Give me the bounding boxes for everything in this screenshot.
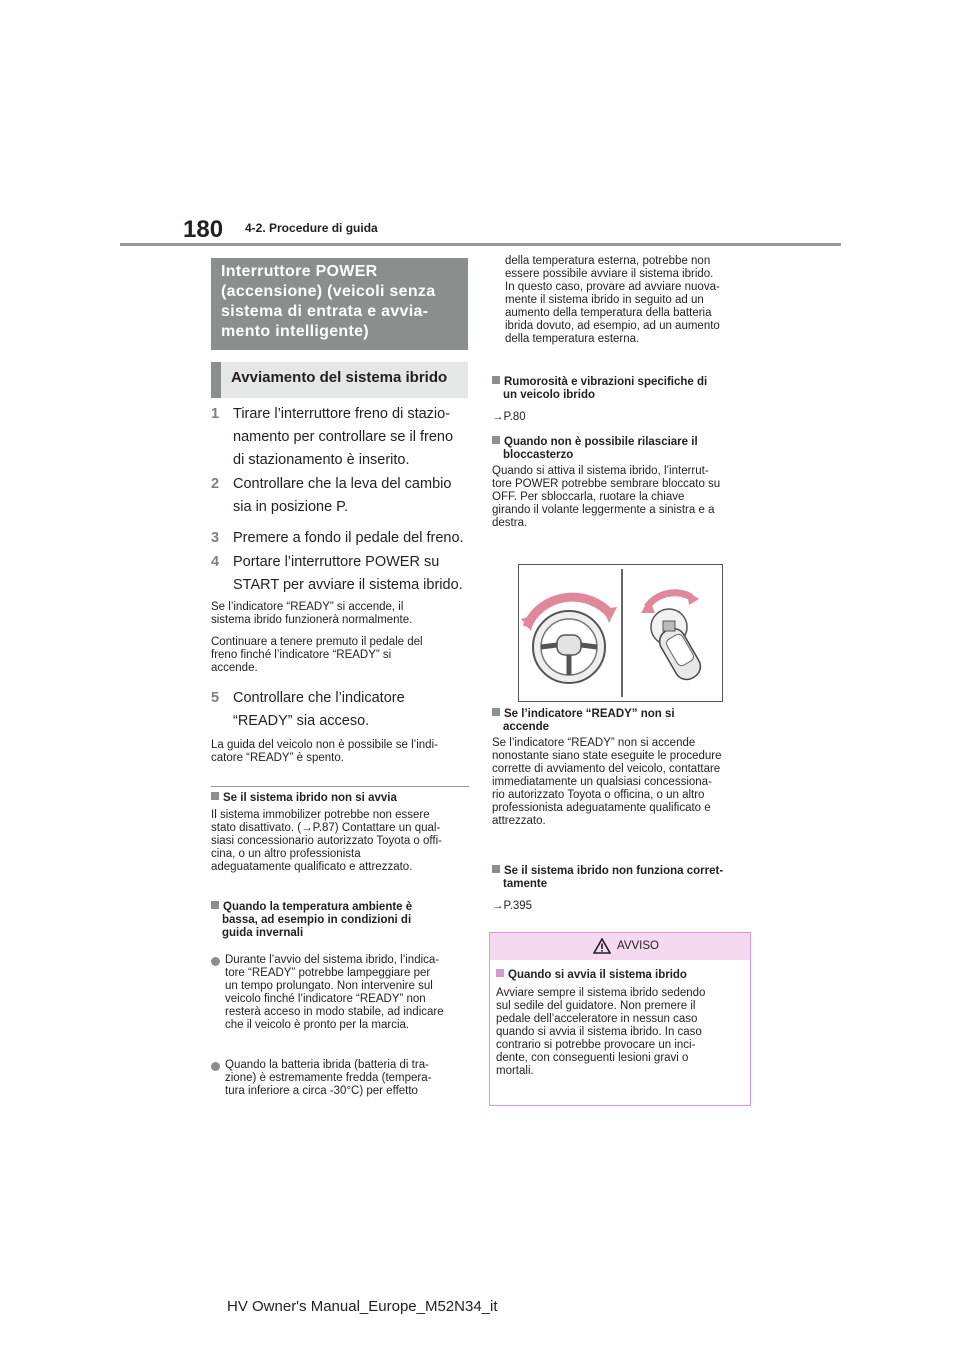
- step-line: namento per controllare se il freno: [233, 429, 454, 445]
- item-text-line: girando il volante leggermente a sinistra e a: [492, 504, 715, 516]
- chapter-title: 4-2. Procedure di guida: [245, 221, 378, 235]
- note-line: La guida del veicolo non è possibile se l’indi-: [211, 739, 438, 751]
- item-text-line: siasi concessionario autorizzato Toyota o offi-: [211, 835, 442, 847]
- step-line: Premere a fondo il pedale del freno.: [233, 530, 464, 546]
- item-text-line: adeguatamente qualificato e attrezzato.: [211, 861, 413, 873]
- item-noise: [492, 376, 754, 424]
- step-line: Tirare l’interruttore freno di stazio-: [233, 406, 451, 422]
- item-malfunction: [492, 865, 754, 913]
- step-line: di stazionamento è inserito.: [233, 452, 410, 468]
- bullet-line: Quando la batteria ibrida (batteria di tra-: [225, 1059, 429, 1071]
- text-line: In questo caso, provare ad avviare nuova-: [505, 281, 720, 293]
- warning-box: [489, 932, 751, 1106]
- item-text-line: corrette di avviamento del veicolo, contattare: [492, 763, 721, 775]
- step-1: [211, 403, 471, 472]
- page-number: 180: [183, 216, 224, 243]
- step-number: 5: [211, 690, 220, 706]
- warning-text-line: dente, con conseguenti lesioni gravi o: [496, 1052, 689, 1064]
- note-line: Se l’indicatore “READY” si accende, il: [211, 601, 404, 613]
- item-heading: Se il sistema ibrido non funziona corret-: [492, 865, 754, 878]
- step-line: “READY” sia acceso.: [233, 713, 370, 729]
- item-heading-line: accende: [503, 721, 550, 733]
- step-2: [211, 473, 471, 519]
- text-line: della temperatura esterna, potrebbe non: [505, 255, 711, 267]
- item-text-line: nonostante siano state eseguite le procedure: [492, 750, 722, 762]
- steering-key-illustration: [518, 564, 723, 702]
- note-line: freno finché l’indicatore “READY” si: [211, 649, 392, 661]
- bullet-line: che il veicolo è pronto per la marcia.: [225, 1019, 410, 1031]
- illustration-svg: [519, 565, 722, 701]
- warning-label: AVVISO: [617, 940, 659, 952]
- step-5: [211, 687, 471, 733]
- item-no-start: [211, 792, 469, 874]
- warning-text-line: quando si avvia il sistema ibrido. In caso: [496, 1026, 702, 1038]
- page-reference: →P.395: [492, 900, 533, 912]
- step-3: [211, 527, 471, 550]
- step-number: 2: [211, 476, 220, 492]
- item-text-line: cina, o un altro professionista: [211, 848, 361, 860]
- item-heading: Quando non è possibile rilasciare il: [492, 436, 754, 449]
- warning-text-line: contrario si potrebbe provocare un inci-: [496, 1039, 696, 1051]
- section-title-line: (accensione) (veicoli senza: [221, 283, 436, 300]
- step-4: [211, 551, 471, 597]
- item-text-line: tore POWER potrebbe sembrare bloccato su: [492, 478, 721, 490]
- text-line: essere possibile avviare il sistema ibrido.: [505, 268, 714, 280]
- warning-content: [496, 969, 746, 1078]
- bullet-line: Durante l’avvio del sistema ibrido, l’indica-: [225, 954, 440, 966]
- item-heading-line: bloccasterzo: [503, 449, 574, 461]
- footer-manual-id: HV Owner's Manual_Europe_M52N34_it: [227, 1298, 498, 1315]
- step-line: Portare l’interruttore POWER su: [233, 554, 440, 570]
- bullet-item: [211, 1059, 458, 1098]
- divider: [211, 786, 469, 787]
- item-text-line: immediatamente un qualsiasi concessiona-: [492, 776, 712, 788]
- section-title-box: [211, 258, 468, 350]
- step-line: sia in posizione P.: [233, 499, 349, 515]
- section-title-line: sistema di entrata e avvia-: [221, 303, 429, 320]
- item-text-line: OFF. Per sbloccarla, ruotare la chiave: [492, 491, 685, 503]
- bullet-line: tura inferiore a circa -30°C) per effetto: [225, 1085, 418, 1097]
- item-heading-line: tamente: [503, 878, 548, 890]
- section-title-line: Interruttore POWER: [221, 263, 378, 280]
- step-number: 1: [211, 406, 220, 422]
- step-line: Controllare che l’indicatore: [233, 690, 405, 706]
- text-line: mente il sistema ibrido in seguito ad un: [505, 294, 704, 306]
- warning-heading: Quando si avvia il sistema ibrido: [496, 969, 746, 982]
- square-bullet-icon: [492, 436, 500, 444]
- warning-text-line: mortali.: [496, 1065, 534, 1077]
- item-text-line: Quando si attiva il sistema ibrido, l’interrut-: [492, 465, 709, 477]
- item-heading: Se l’indicatore “READY” non si: [492, 708, 754, 721]
- subsection-title: Avviamento del sistema ibrido: [211, 362, 468, 398]
- bullet-line: zione) è estremamente fredda (tempera-: [225, 1072, 432, 1084]
- item-low-temp: [211, 901, 469, 940]
- step-5-note: [211, 739, 469, 765]
- item-text-line: Il sistema immobilizer potrebbe non essere: [211, 809, 430, 821]
- item-text-line: professionista adeguatamente qualificato e: [492, 802, 711, 814]
- square-bullet-icon: [492, 708, 500, 716]
- note-line: accende.: [211, 662, 258, 674]
- step-line: START per avviare il sistema ibrido.: [233, 577, 463, 593]
- item-heading-line: guida invernali: [222, 927, 304, 939]
- continuation-text: [505, 255, 755, 346]
- item-heading: Quando la temperatura ambiente è: [211, 901, 469, 914]
- page-reference: →P.80: [492, 411, 526, 423]
- square-bullet-icon: [496, 969, 504, 977]
- note-line: sistema ibrido funzionerà normalmente.: [211, 614, 413, 626]
- step-number: 4: [211, 554, 220, 570]
- round-bullet-icon: [211, 957, 220, 966]
- item-heading-line: un veicolo ibrido: [503, 389, 596, 401]
- warning-text-line: pedale dell’acceleratore in nessun caso: [496, 1013, 698, 1025]
- square-bullet-icon: [492, 865, 500, 873]
- text-line: ibrida dovuto, ad esempio, ad un aumento: [505, 320, 720, 332]
- round-bullet-icon: [211, 1062, 220, 1071]
- step-4-note: [211, 601, 469, 627]
- header-rule: [120, 243, 841, 246]
- note-line: catore “READY” è spento.: [211, 752, 344, 764]
- item-text-line: attrezzato.: [492, 815, 546, 827]
- bullet-item: [211, 954, 458, 1032]
- bullet-line: veicolo finché l’indicatore “READY” non: [225, 993, 426, 1005]
- section-title-line: mento intelligente): [221, 323, 369, 340]
- bullet-line: resterà acceso in modo stabile, ad indicare: [225, 1006, 444, 1018]
- step-number: 3: [211, 530, 220, 546]
- item-heading: Se il sistema ibrido non si avvia: [211, 792, 469, 805]
- item-heading: Rumorosità e vibrazioni specifiche di: [492, 376, 754, 389]
- note-line: Continuare a tenere premuto il pedale del: [211, 636, 423, 648]
- item-text-line: stato disattivato. (→P.87) Contattare un qual-: [211, 822, 441, 834]
- step-line: Controllare che la leva del cambio: [233, 476, 452, 492]
- item-text-line: Se l’indicatore “READY” non si accende: [492, 737, 696, 749]
- item-heading-line: bassa, ad esempio in condizioni di: [222, 914, 412, 926]
- item-text-line: destra.: [492, 517, 528, 529]
- steering-wheel-icon: [521, 597, 617, 683]
- item-ready-off: [492, 708, 754, 828]
- bullet-line: tore “READY” potrebbe lampeggiare per: [225, 967, 431, 979]
- warning-triangle-icon: [593, 938, 611, 954]
- step-4-note: [211, 636, 469, 675]
- warning-text-line: sul sedile del guidatore. Non premere il: [496, 1000, 696, 1012]
- square-bullet-icon: [492, 376, 500, 384]
- text-line: aumento della temperatura della batteria: [505, 307, 712, 319]
- item-text-line: rio autorizzato Toyota o officina, o un altro: [492, 789, 705, 801]
- key-icon: [641, 591, 705, 684]
- warning-text-line: Avviare sempre il sistema ibrido sedendo: [496, 987, 706, 999]
- square-bullet-icon: [211, 792, 219, 800]
- text-line: della temperatura esterna.: [505, 333, 640, 345]
- square-bullet-icon: [211, 901, 219, 909]
- bullet-line: un tempo prolungato. Non intervenire sul: [225, 980, 433, 992]
- item-steering-lock: [492, 436, 754, 530]
- warning-header: [490, 933, 750, 960]
